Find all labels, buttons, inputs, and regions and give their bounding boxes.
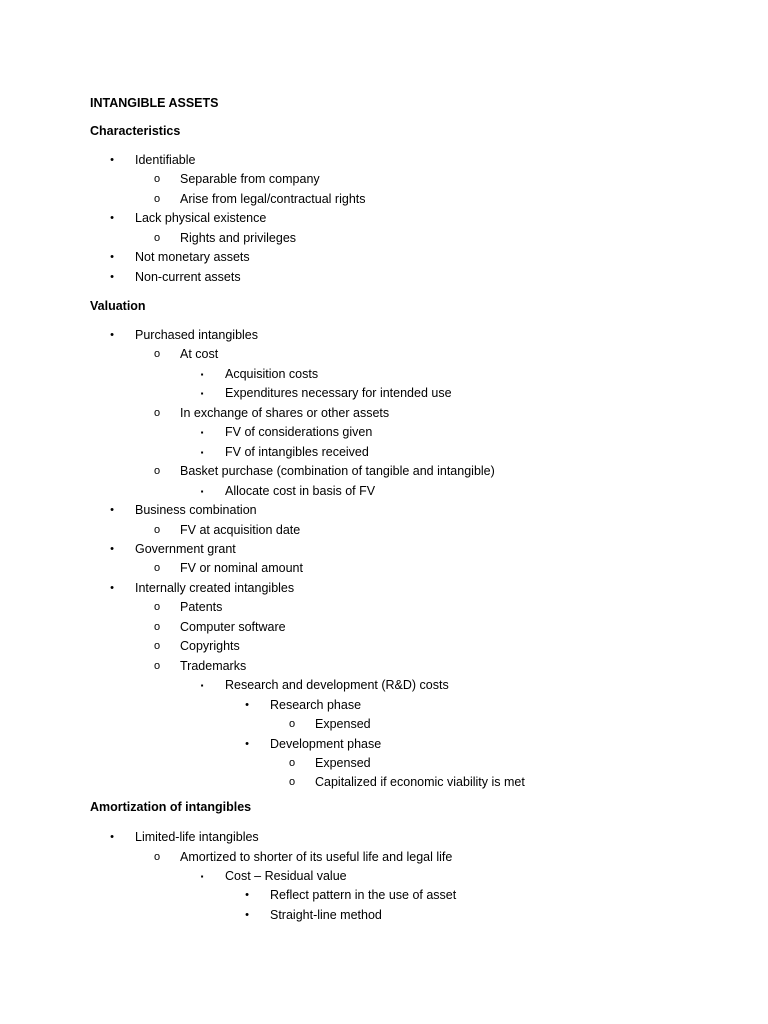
bullet-icon: ▪ — [200, 389, 204, 399]
list-item-text: Arise from legal/contractual rights — [180, 191, 366, 206]
list-item-text: Amortized to shorter of its useful life and legal life — [180, 849, 453, 864]
list-item-text: At cost — [180, 347, 219, 362]
bullet-icon: o — [153, 231, 161, 244]
bullet-icon: ▪ — [200, 428, 204, 438]
list-item-text: Research and development (R&D) costs — [225, 678, 449, 693]
bullet-icon: • — [245, 908, 249, 921]
bullet-icon: ▪ — [200, 486, 204, 496]
bullet-icon: • — [110, 154, 114, 166]
list-item-text: Straight-line method — [270, 907, 382, 922]
list-item-text: Identifiable — [135, 153, 196, 167]
bullet-icon: • — [110, 543, 114, 555]
bullet-icon: • — [110, 329, 114, 341]
list-item-text: Not monetary assets — [135, 250, 250, 265]
bullet-icon: o — [153, 562, 161, 575]
bullet-icon: o — [153, 601, 161, 614]
list-item-text: Capitalized if economic viability is met — [315, 775, 525, 790]
list-item-text: Expenditures necessary for intended use — [225, 386, 452, 401]
section-heading-amortization: Amortization of intangibles — [90, 800, 252, 814]
bullet-icon: o — [153, 465, 161, 478]
bullet-icon: o — [288, 756, 296, 769]
section-heading-valuation: Valuation — [90, 299, 146, 313]
list-item-text: Reflect pattern in the use of asset — [270, 888, 457, 903]
bullet-icon: o — [153, 173, 161, 186]
bullet-icon: ▪ — [200, 369, 204, 379]
bullet-icon: • — [245, 737, 249, 750]
list-item-text: Expensed — [315, 755, 371, 770]
bullet-icon: o — [153, 192, 161, 205]
list-item-text: In exchange of shares or other assets — [180, 405, 390, 420]
bullet-icon: o — [153, 348, 161, 361]
bullet-icon: • — [110, 581, 114, 594]
bullet-icon: o — [153, 406, 161, 419]
list-item-text: Research phase — [270, 697, 362, 712]
bullet-icon: o — [153, 850, 161, 863]
list-item-text: Non-current assets — [135, 269, 241, 284]
bullet-icon: o — [153, 523, 161, 536]
bullet-icon: o — [288, 718, 296, 730]
list-item-text: Internally created intangibles — [135, 580, 295, 595]
list-item-text: FV or nominal amount — [180, 561, 303, 576]
list-item-text: FV at acquisition date — [180, 522, 301, 537]
list-item-text: Computer software — [180, 619, 286, 634]
bullet-icon: • — [245, 698, 249, 711]
bullet-icon: ▪ — [200, 871, 204, 881]
list-item-text: Development phase — [270, 736, 382, 751]
list-item-text: Separable from company — [180, 172, 320, 187]
list-item-text: Expensed — [315, 717, 371, 731]
list-item-text: Business combination — [135, 503, 257, 517]
list-item-text: Acquisition costs — [225, 366, 319, 381]
list-item-text: Allocate cost in basis of FV — [225, 483, 376, 498]
list-item-text: Lack physical existence — [135, 211, 267, 226]
bullet-icon: • — [110, 270, 114, 283]
list-item-text: Rights and privileges — [180, 230, 297, 245]
bullet-icon: o — [153, 620, 161, 633]
bullet-icon: o — [153, 659, 161, 672]
document-title: INTANGIBLE ASSETS — [90, 96, 219, 110]
bullet-icon: • — [110, 251, 114, 264]
list-item-text: Purchased intangibles — [135, 328, 258, 342]
list-item-text: FV of considerations given — [225, 425, 373, 440]
section-heading-characteristics: Characteristics — [90, 124, 181, 138]
bullet-icon: • — [110, 212, 114, 225]
bullet-icon: • — [110, 504, 114, 516]
bullet-icon: o — [153, 640, 161, 653]
list-item-text: Copyrights — [180, 639, 240, 654]
list-item-text: FV of intangibles received — [225, 444, 369, 459]
bullet-icon: • — [110, 831, 114, 843]
bullet-icon: ▪ — [200, 447, 204, 457]
bullet-icon: ▪ — [200, 681, 204, 691]
list-item-text: Limited-life intangibles — [135, 830, 259, 844]
list-item-text: Basket purchase (combination of tangible and intangible) — [180, 464, 495, 479]
bullet-icon: o — [288, 776, 296, 789]
list-item-text: Cost – Residual value — [225, 868, 347, 883]
bullet-icon: • — [245, 889, 249, 902]
list-item-text: Government grant — [135, 542, 236, 556]
list-item-text: Patents — [180, 600, 223, 615]
list-item-text: Trademarks — [180, 658, 247, 673]
